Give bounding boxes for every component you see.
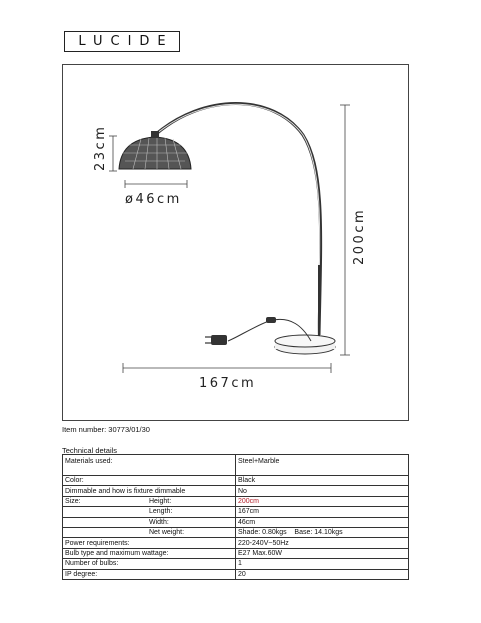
table-row <box>63 496 409 506</box>
height-label: Height: <box>149 497 172 505</box>
table-row <box>63 527 409 537</box>
size-label: Size: <box>65 497 81 505</box>
technical-details-title: Technical details <box>62 446 118 455</box>
shade-diameter-label: ø46cm <box>125 192 182 207</box>
spec-key <box>63 507 236 517</box>
spec-value-weight: Shade: 0.80kgs Base: 14.10kgs <box>236 527 409 537</box>
spec-value-length: 167cm <box>236 507 409 517</box>
spec-value-height: 200cm <box>236 496 409 506</box>
spec-value: 20 <box>236 569 409 579</box>
length-label: 167cm <box>199 376 257 391</box>
weight-label: Net weight: <box>149 529 185 537</box>
cable-switch <box>266 317 276 323</box>
spec-value: Black <box>236 476 409 486</box>
table-row <box>63 569 409 579</box>
product-drawing-frame <box>62 64 409 421</box>
spec-key: Power requirements: <box>63 538 236 548</box>
spec-key: Bulb type and maximum wattage: <box>63 548 236 558</box>
table-row <box>63 538 409 548</box>
spec-key: Number of bulbs: <box>63 559 236 569</box>
width-label: Width: <box>149 518 169 526</box>
lamp-arc-arm <box>155 104 321 336</box>
spec-value: 220-240V~50Hz <box>236 538 409 548</box>
lamp-shade <box>119 131 191 169</box>
table-row <box>63 559 409 569</box>
table-row <box>63 476 409 486</box>
table-row <box>63 455 409 476</box>
spec-value-width: 46cm <box>236 517 409 527</box>
table-row <box>63 548 409 558</box>
spec-key <box>63 517 236 527</box>
table-row <box>63 507 409 517</box>
table-row <box>63 486 409 496</box>
spec-key: Color: <box>63 476 236 486</box>
length-label-row: Length: <box>149 508 173 516</box>
spec-key <box>63 496 236 506</box>
spec-value: 1 <box>236 559 409 569</box>
spec-table <box>62 454 409 580</box>
spec-value: Steel+Marble <box>236 455 409 476</box>
spec-key: Dimmable and how is fixture dimmable <box>63 486 236 496</box>
spec-key: Materials used: <box>63 455 236 476</box>
item-number: Item number: 30773/01/30 <box>62 425 150 434</box>
shade-height-label: 23cm <box>93 124 108 171</box>
total-height-label: 200cm <box>352 207 367 265</box>
table-row <box>63 517 409 527</box>
plug-icon <box>205 335 227 345</box>
spec-key: IP degree: <box>63 569 236 579</box>
spec-value: E27 Max.60W <box>236 548 409 558</box>
spec-key <box>63 527 236 537</box>
spec-value: No <box>236 486 409 496</box>
brand-logo: LUCIDE <box>64 31 180 52</box>
